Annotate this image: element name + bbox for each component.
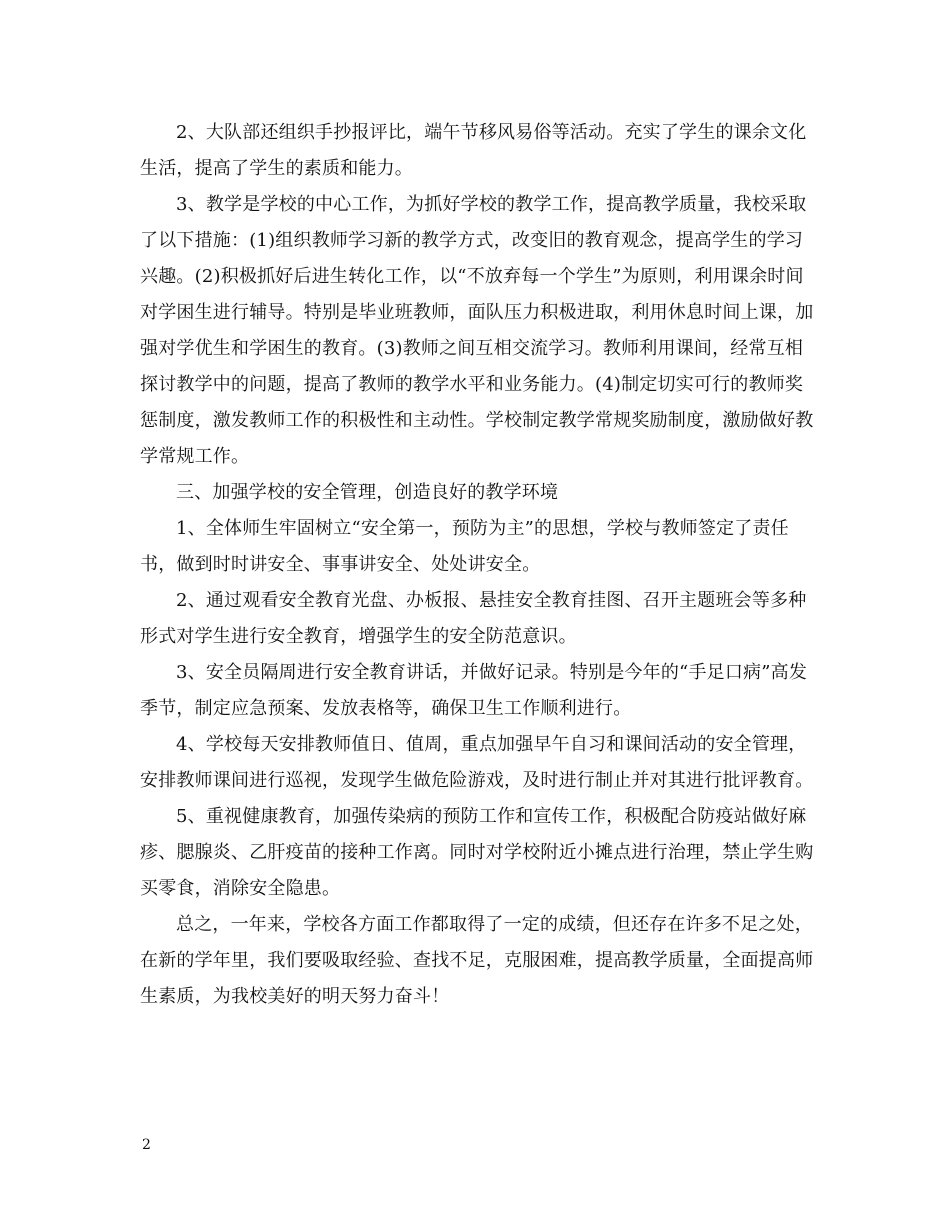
paragraph-health-education: 5、重视健康教育，加强传染病的预防工作和宣传工作，积极配合防疫站做好麻疹、腮腺炎、乙肝疫苗的接种工作离。同时对学校附近小摊点进行治理，禁止学生购买零食，消除安全隐患。 [140, 806, 814, 899]
paragraph-safety-awareness: 1、全体师生牢固树立“安全第一，预防为主”的思想，学校与教师签定了责任书，做到时时讲安全、事事讲安全、处处讲安全。 [140, 518, 789, 575]
paragraph-safety-officer: 3、安全员隔周进行安全教育讲话，并做好记录。特别是今年的“手足口病”高发季节，制定应急预案、发放表格等，确保卫生工作顺利进行。 [140, 662, 808, 719]
paragraph-summary: 总之，一年来，学校各方面工作都取得了一定的成绩，但还存在许多不足之处，在新的学年里，我们要吸取经验、查找不足，克服困难，提高教学质量，全面提高师生素质，为我校美好的明天努力奋斗！ [140, 914, 814, 1007]
document-body [140, 115, 815, 1015]
section-heading-safety: 三、加强学校的安全管理，创造良好的教学环境 [176, 482, 559, 503]
page-number: 2 [142, 1137, 151, 1153]
paragraph-safety-education: 2、通过观看安全教育光盘、办板报、悬挂安全教育挂图、召开主题班会等多种形式对学生进行安全教育，增强学生的安全防范意识。 [140, 590, 807, 647]
paragraph-activities: 2、大队部还组织手抄报评比，端午节移风易俗等活动。充实了学生的课余文化生活，提高了学生的素质和能力。 [140, 122, 807, 179]
paragraph-duty-patrol: 4、学校每天安排教师值日、值周，重点加强早午自习和课间活动的安全管理，安排教师课间进行巡视，发现学生做危险游戏，及时进行制止并对其进行批评教育。 [140, 734, 814, 791]
paragraph-teaching-measures: 3、教学是学校的中心工作，为抓好学校的教学工作，提高教学质量，我校采取了以下措施：(1)组织教师学习新的教学方式，改变旧的教育观念，提高学生的学习兴趣。(2)积极抓好后进生转化工作，以“不放弃每一个学生”为原则，利用课余时间对学困生进行辅导。特别是毕业班教师，面队压力积极进取，利用休息时间上课，加强对学优生和学困生的教育。(3)教师之间互相交流学习。教师利用课间，经常互相探讨教学中的问题，提高了教师的教学水平和业务能力。(4)制定切实可行的教师奖惩制度，激发教师工作的积极性和主动性。学校制定教学常规奖励制度，激励做好教学常规工作。 [140, 194, 814, 467]
